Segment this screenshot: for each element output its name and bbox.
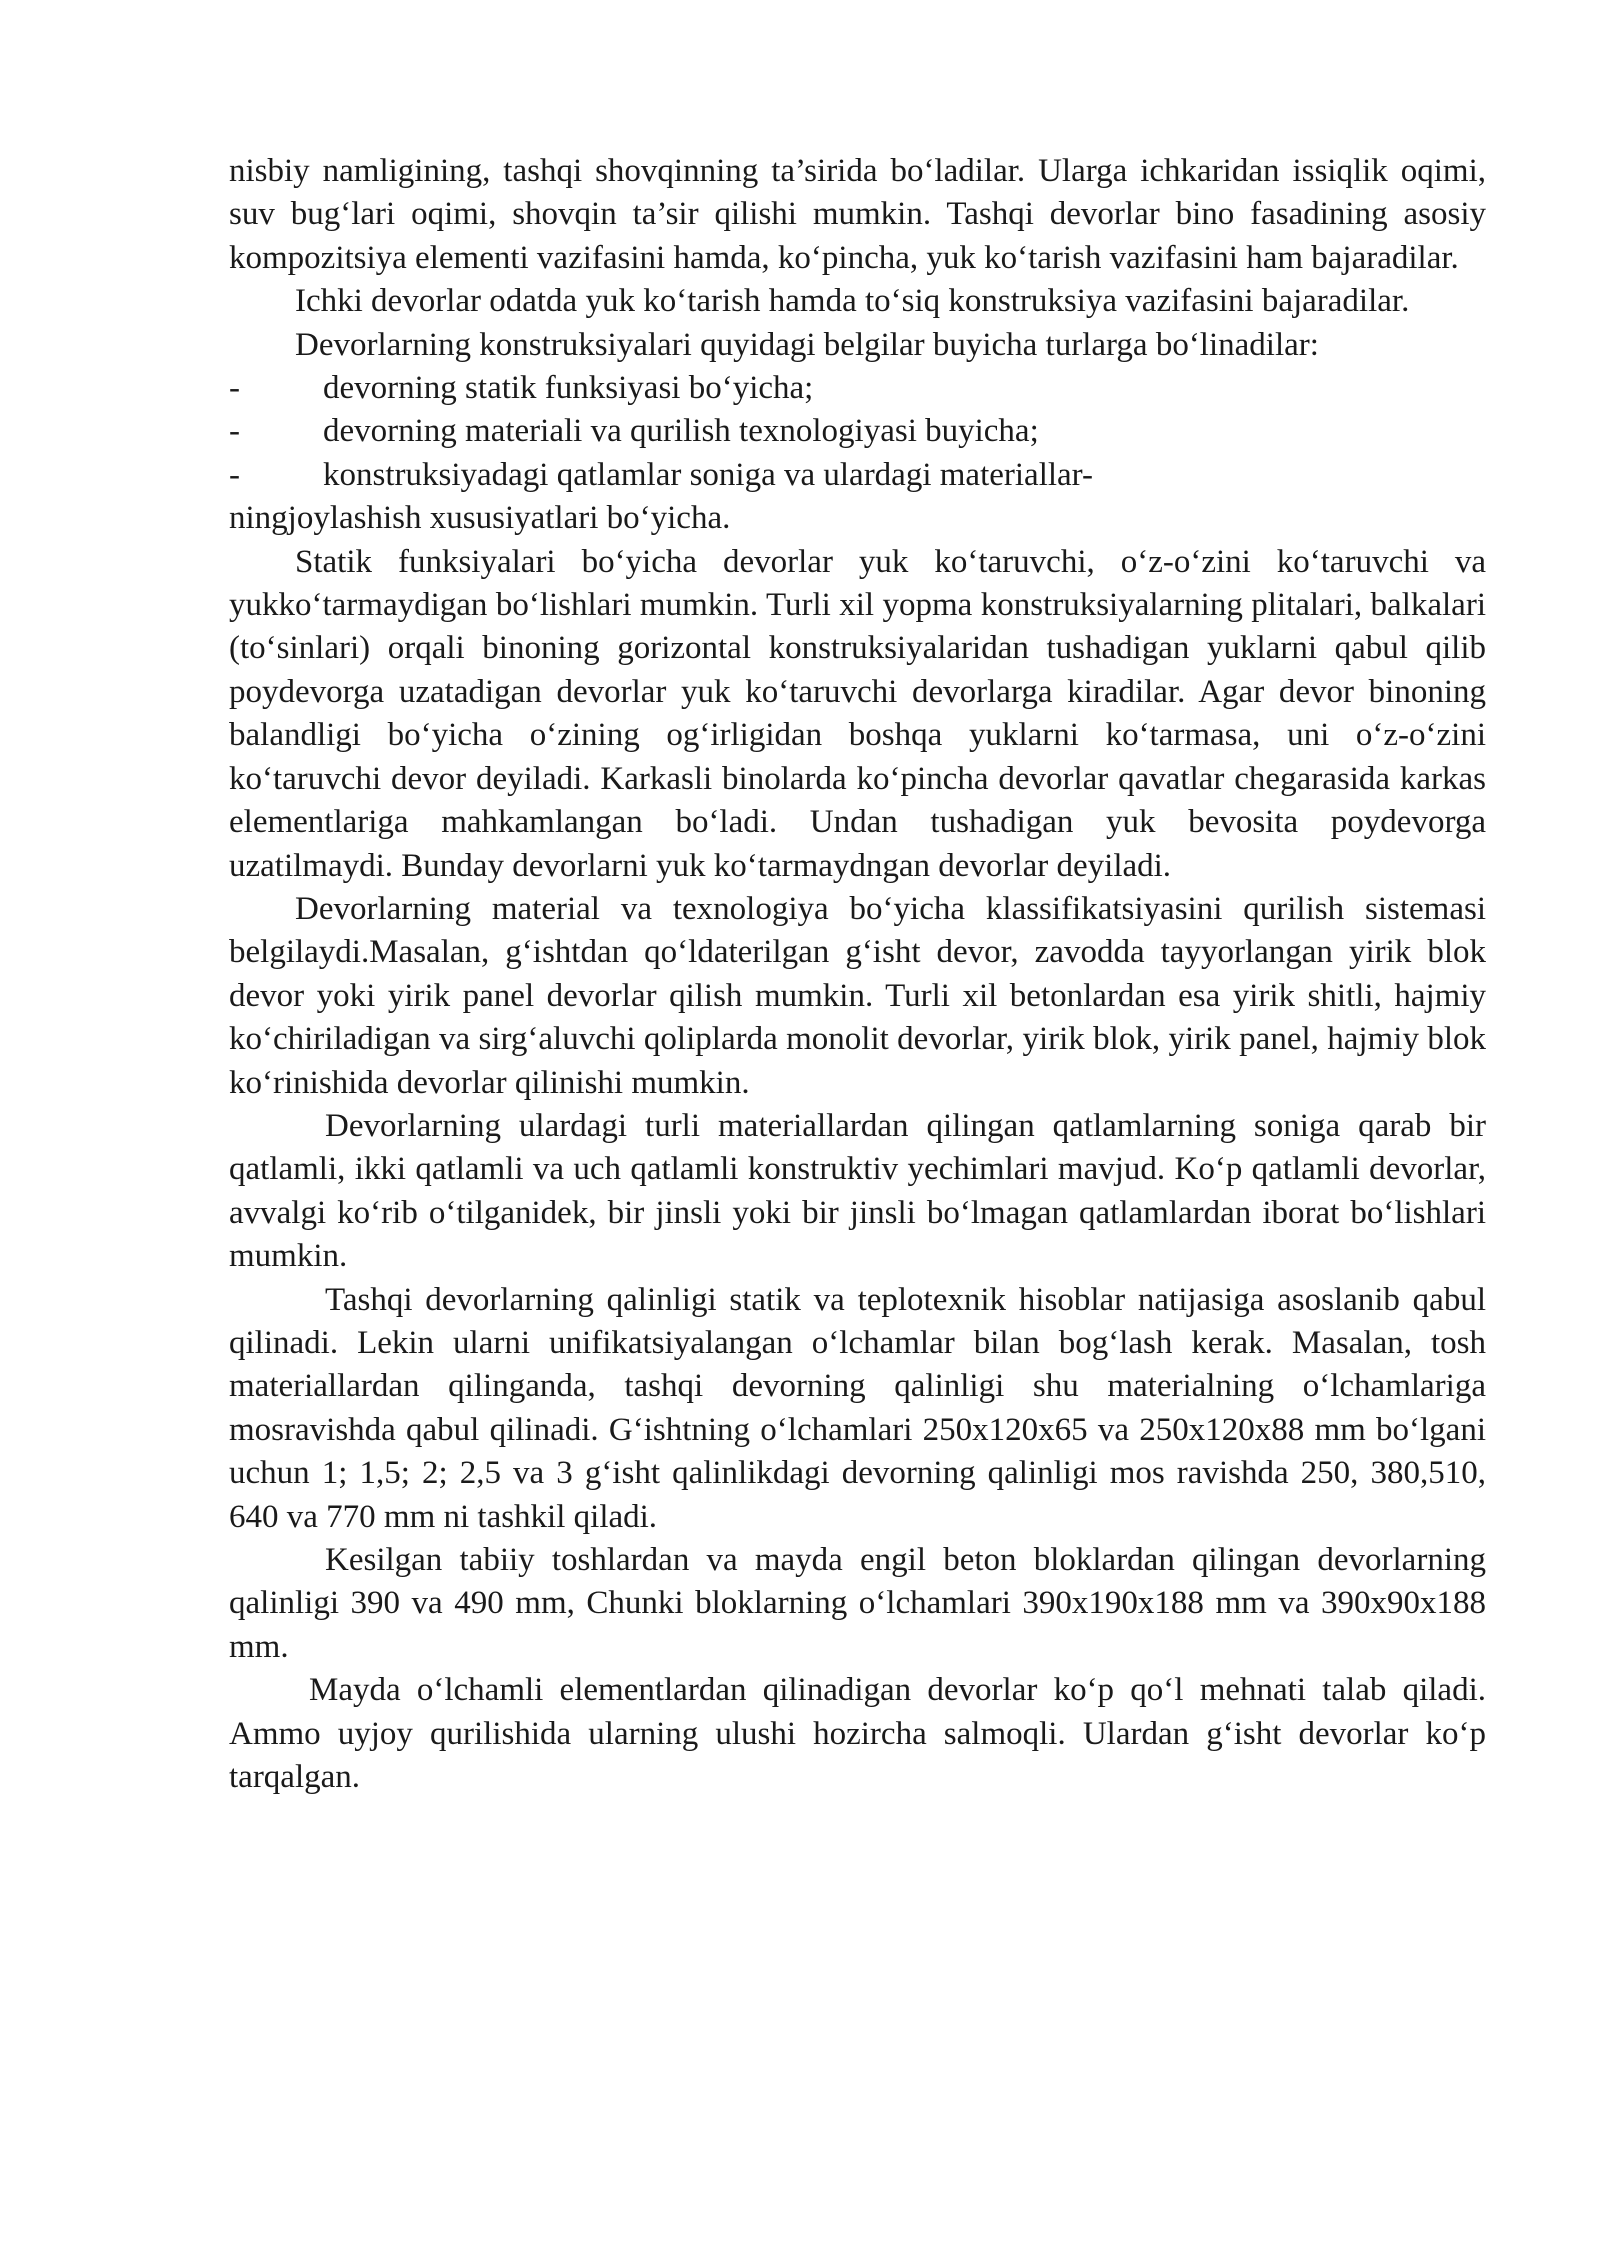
paragraph-6: Devorlarning ulardagi turli materiallardan qilingan qatlamlarning soniga qarab bir qatlamli, ikki qatlamli va uch qatlamli konstruktiv yechimlari mavjud. Ko‘p qatlamli devorlar, avvalgi ko‘rib o‘tilganidek, bir jinsli yoki bir jinsli bo‘lmagan qatlamlardan iborat bo‘lishlari mumkin.: [229, 1107, 1486, 1275]
list-item: [229, 454, 1486, 497]
paragraph-3: Devorlarning konstruksiyalari quyidagi belgilar buyicha turlarga bo‘linadilar:: [295, 326, 1319, 363]
paragraph-9: Mayda o‘lchamli elementlardan qilinadigan devorlar ko‘p qo‘l mehnati talab qiladi. Ammo uyjoy qurilishida ularning ulushi hozircha salmoqli. Ulardan g‘isht devorlar ko‘p tarqalgan.: [229, 1672, 1486, 1796]
paragraph-4: Statik funksiyalari bo‘yicha devorlar yuk ko‘taruvchi, o‘z-o‘zini ko‘taruvchi va yukko‘tarmaydigan bo‘lishlari mumkin. Turli xil yopma konstruksiyalarning plitalari, balkalari (to‘sinlari) orqali binoning gorizontal konstruksiyalaridan tushadigan yuklarni qabul qilib poydevorga uzatadigan devorlar yuk ko‘taruvchi devorlarga kiradilar. Agar devor binoning balandligi bo‘yicha o‘zining og‘irligidan boshqa yuklarni ko‘tarmasa, uni o‘z-o‘zini ko‘taruvchi devor deyiladi. Karkasli binolarda ko‘pincha devorlar qavatlar chegarasida karkas elementlariga mahkamlangan bo‘ladi. Undan tushadigan yuk bevosita poydevorga uzatilmaydi. Bunday devorlarni yuk ko‘tarmaydngan devorlar deyiladi.: [229, 543, 1486, 884]
list-item-text: devorning materiali va qurilish texnologiyasi buyicha;: [323, 413, 1039, 450]
list-dash: -: [229, 456, 240, 493]
document-page: [229, 150, 1486, 1799]
list-item-text: konstruksiyadagi qatlamlar soniga va ulardagi materiallar-: [323, 456, 1093, 493]
paragraph-7: Tashqi devorlarning qalinligi statik va teplotexnik hisoblar natijasiga asoslanib qabul qilinadi. Lekin ularni unifikatsiyalangan o‘lchamlar bilan bog‘lash kerak. Masalan, tosh materiallardan qilinganda, tashqi devorning qalinligi shu materialning o‘lchamlariga mosravishda qabul qilinadi. G‘ishtning o‘lchamlari 250x120x65 va 250x120x88 mm bo‘lgani uchun 1; 1,5; 2; 2,5 va 3 g‘isht qalinlikdagi devorning qalinligi mos ravishda 250, 380,510, 640 va 770 mm ni tashkil qiladi.: [229, 1281, 1486, 1535]
list-item: [229, 367, 1486, 410]
paragraph-5: Devorlarning material va texnologiya bo‘yicha klassifikatsiyasini qurilish sistemasi belgilaydi.Masalan, g‘ishtdan qo‘ldaterilgan g‘isht devor, zavodda tayyorlangan yirik blok devor yoki yirik panel devorlar qilish mumkin. Turli xil betonlardan esa yirik shitli, hajmiy ko‘chiriladigan va sirg‘aluvchi qoliplarda monolit devorlar, yirik blok, yirik panel, hajmiy blok ko‘rinishida devorlar qilinishi mumkin.: [229, 890, 1486, 1101]
list-item: [229, 410, 1486, 453]
list-item-text: devorning statik funksiyasi bo‘yicha;: [323, 370, 814, 407]
paragraph-1: nisbiy namligining, tashqi shovqinning ta’sirida bo‘ladilar. Ularga ichkaridan issiqlik oqimi, suv bug‘lari oqimi, shovqin ta’sir qilishi mumkin. Tashqi devorlar bino fasadining asosiy kompozitsiya elementi vazifasini hamda, ko‘pincha, yuk ko‘tarish vazifasini ham bajaradilar.: [229, 153, 1486, 276]
paragraph-2: Ichki devorlar odatda yuk ko‘tarish hamda to‘siq konstruksiya vazifasini bajaradilar.: [295, 283, 1410, 320]
list-continuation: ningjoylashish xususiyatlari bo‘yicha.: [229, 500, 731, 537]
paragraph-8: Kesilgan tabiiy toshlardan va mayda engil beton bloklardan qilingan devorlarning qalinligi 390 va 490 mm, Chunki bloklarning o‘lchamlari 390x190x188 mm va 390x90x188 mm.: [229, 1542, 1486, 1665]
list-dash: -: [229, 370, 240, 407]
list-dash: -: [229, 413, 240, 450]
